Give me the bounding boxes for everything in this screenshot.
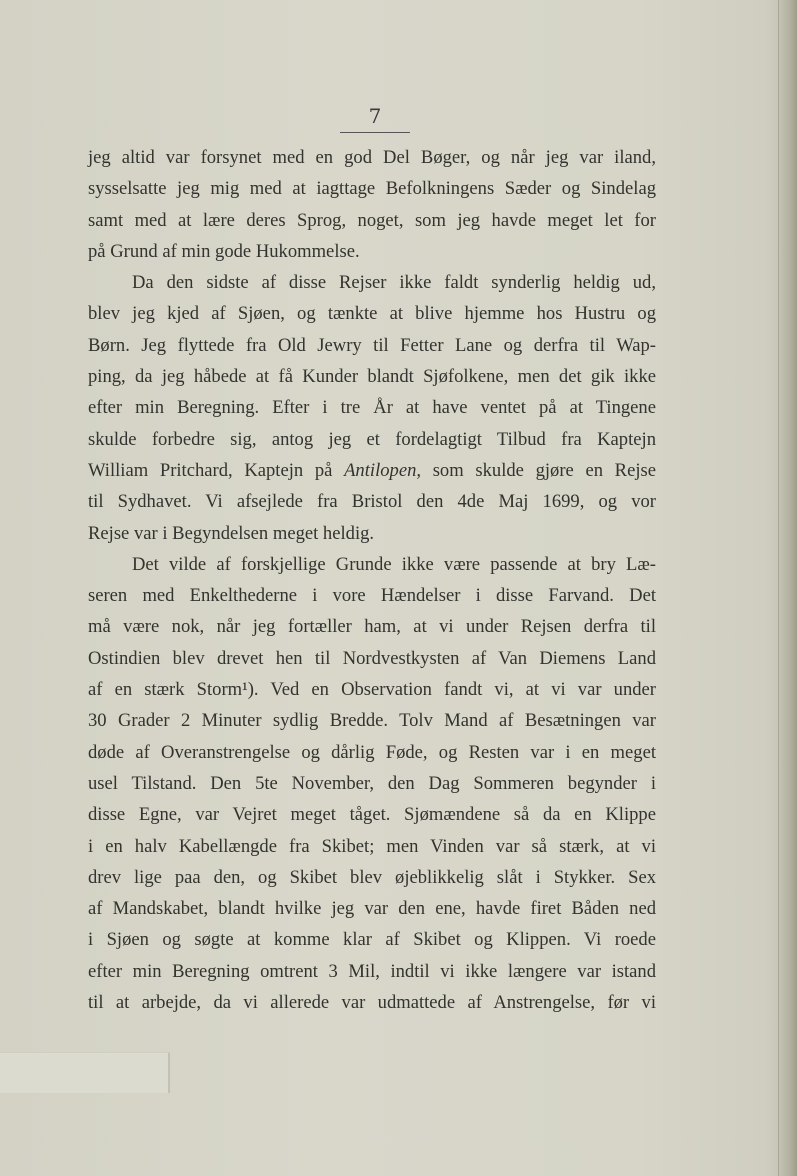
text-line: ping, da jeg håbede at få Kunder blandt Sjøfolkene, men det gik ikke	[88, 366, 656, 388]
text-line: til Sydhavet. Vi afsejlede fra Bristol den 4de Maj 1699, og vor	[88, 491, 656, 513]
text-line: i Sjøen og søgte at komme klar af Skibet og Klippen. Vi roede	[88, 929, 656, 951]
text-line: efter min Beregning omtrent 3 Mil, indtil vi ikke længere var istand	[88, 960, 656, 982]
text-segment: William Pritchard, Kaptejn på	[88, 459, 345, 481]
text-line: Rejse var i Begyndelsen meget heldig.	[88, 522, 375, 544]
paragraph-start-line: Det vilde af forskjellige Grunde ikke være passende at bry Læ-	[132, 553, 656, 575]
text-line: på Grund af min gode Hukommelse.	[88, 240, 360, 262]
text-segment: som skulde gjøre en Rejse	[421, 459, 656, 481]
text-line: samt med at lære deres Sprog, noget, som jeg havde meget let for	[88, 209, 656, 231]
text-line: i en halv Kabellængde fra Skibet; men Vinden var så stærk, at vi	[88, 835, 656, 857]
text-line: af Mandskabet, blandt hvilke jeg var den ene, havde firet Båden ned	[88, 898, 656, 920]
text-line: blev jeg kjed af Sjøen, og tænkte at blive hjemme hos Hustru og	[88, 303, 656, 325]
text-line: til at arbejde, da vi allerede var udmattede af Anstrengelse, før vi	[88, 992, 656, 1014]
text-line: Ostindien blev drevet hen til Nordvestkysten af Van Diemens Land	[88, 647, 656, 669]
text-line: må være nok, når jeg fortæller ham, at vi under Rejsen derfra til	[88, 616, 656, 638]
text-line: af en stærk Storm¹). Ved en Observation fandt vi, at vi var under	[88, 679, 656, 701]
text-line: 30 Grader 2 Minuter sydlig Bredde. Tolv Mand af Besætningen var	[88, 710, 656, 732]
text-line: usel Tilstand. Den 5te November, den Dag Sommeren begynder i	[88, 772, 656, 794]
text-line: døde af Overanstrengelse og dårlig Føde, og Resten var i en meget	[88, 741, 656, 763]
text-line: seren med Enkelthederne i vore Hændelser i disse Farvand. Det	[88, 585, 656, 607]
paragraph-start-line: Da den sidste af disse Rejser ikke faldt synderlig heldig ud,	[132, 272, 656, 294]
text-line: drev lige paa den, og Skibet blev øjeblikkelig slåt i Stykker. Sex	[88, 866, 656, 888]
ship-name: Antilopen,	[344, 459, 422, 481]
paper-fold	[0, 1052, 170, 1093]
text-line-with-ship-name	[88, 455, 656, 486]
text-line: Børn. Jeg flyttede fra Old Jewry til Fetter Lane og derfra til Wap-	[88, 334, 656, 356]
text-line: jeg altid var forsynet med en god Del Bøger, og når jeg var iland,	[88, 147, 656, 168]
page-number: 7	[340, 104, 410, 133]
text-line: efter min Beregning. Efter i tre År at have ventet på at Tingene	[88, 397, 656, 419]
body-text	[88, 142, 656, 1018]
text-line: sysselsatte jeg mig med at iagttage Befolkningens Sæder og Sindelag	[88, 178, 656, 200]
text-line: disse Egne, var Vejret meget tåget. Sjømændene så da en Klippe	[88, 804, 656, 826]
page-edge	[778, 0, 797, 1176]
text-line: skulde forbedre sig, antog jeg et fordelagtigt Tilbud fra Kaptejn	[88, 428, 656, 450]
